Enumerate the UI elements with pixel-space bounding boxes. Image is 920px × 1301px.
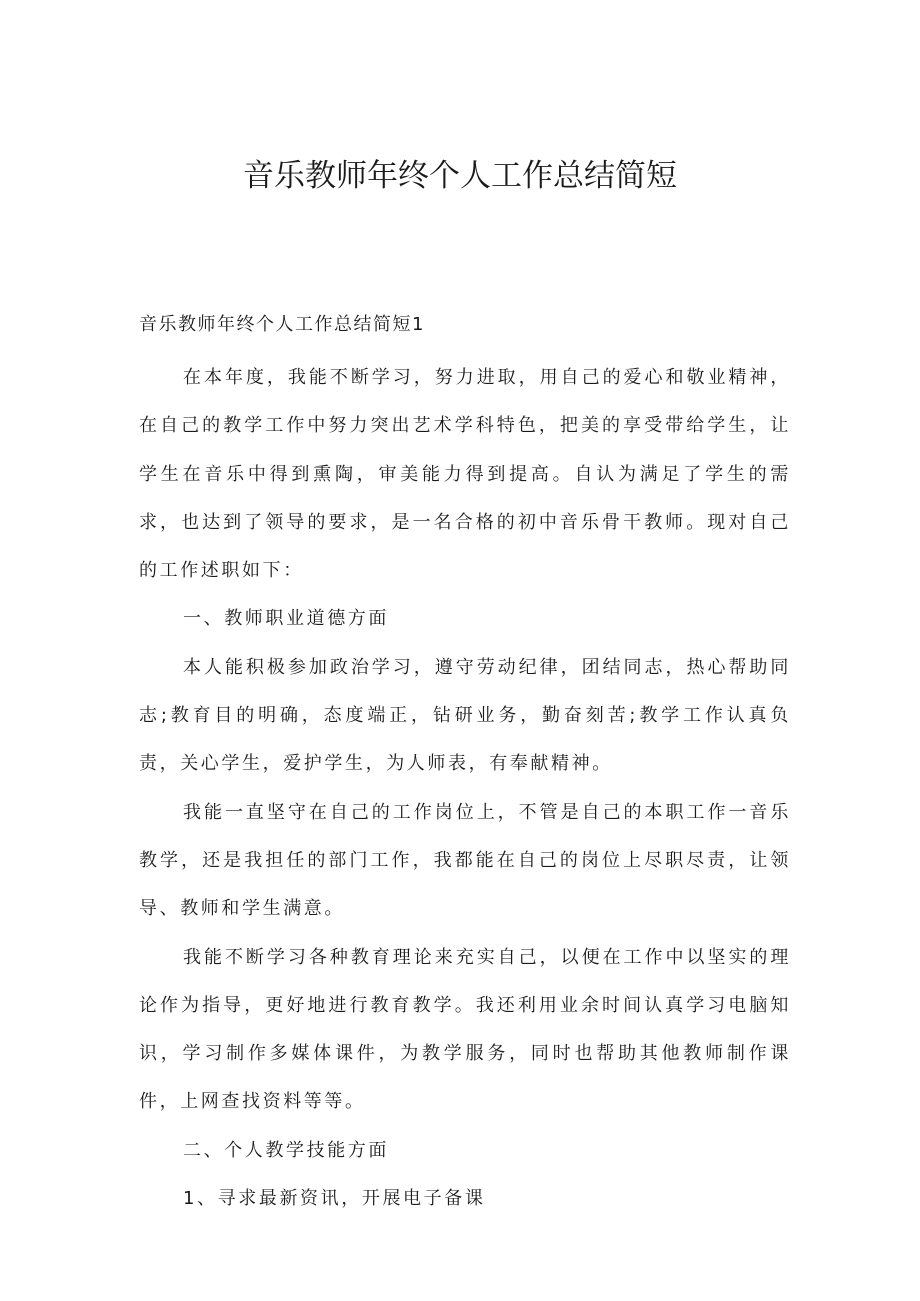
document-body bbox=[139, 354, 791, 1223]
paragraph-ethics: 本人能积极参加政治学习，遵守劳动纪律，团结同志，热心帮助同志;教育目的明确，态度端正，钻研业务，勤奋刻苦;教学工作认真负责，关心学生，爱护学生，为人师表，有奉献精神。 bbox=[139, 656, 791, 775]
heading-skills: 二、个人教学技能方面 bbox=[183, 1139, 389, 1161]
section-subtitle: 音乐教师年终个人工作总结简短1 bbox=[139, 314, 425, 335]
heading-ethics: 一、教师职业道德方面 bbox=[183, 608, 389, 630]
document-title: 音乐教师年终个人工作总结简短 bbox=[243, 158, 677, 194]
paragraph-post: 我能一直坚守在自己的工作岗位上，不管是自己的本职工作一音乐教学，还是我担任的部门工作，我都能在自己的岗位上尽职尽责，让领导、教师和学生满意。 bbox=[139, 801, 791, 920]
list-item-e-lesson: 1、寻求最新资讯，开展电子备课 bbox=[183, 1188, 486, 1210]
paragraph-intro: 在本年度，我能不断学习，努力进取，用自己的爱心和敬业精神，在自己的教学工作中努力突出艺术学科特色，把美的享受带给学生，让学生在音乐中得到熏陶，审美能力得到提高。自认为满足了学生的需求，也达到了领导的要求，是一名合格的初中音乐骨干教师。现对自己的工作述职如下： bbox=[139, 367, 791, 582]
paragraph-learning: 我能不断学习各种教育理论来充实自己，以便在工作中以坚实的理论作为指导，更好地进行教育教学。我还利用业余时间认真学习电脑知识，学习制作多媒体课件，为教学服务，同时也帮助其他教师制作课件，上网查找资料等等。 bbox=[139, 946, 791, 1113]
